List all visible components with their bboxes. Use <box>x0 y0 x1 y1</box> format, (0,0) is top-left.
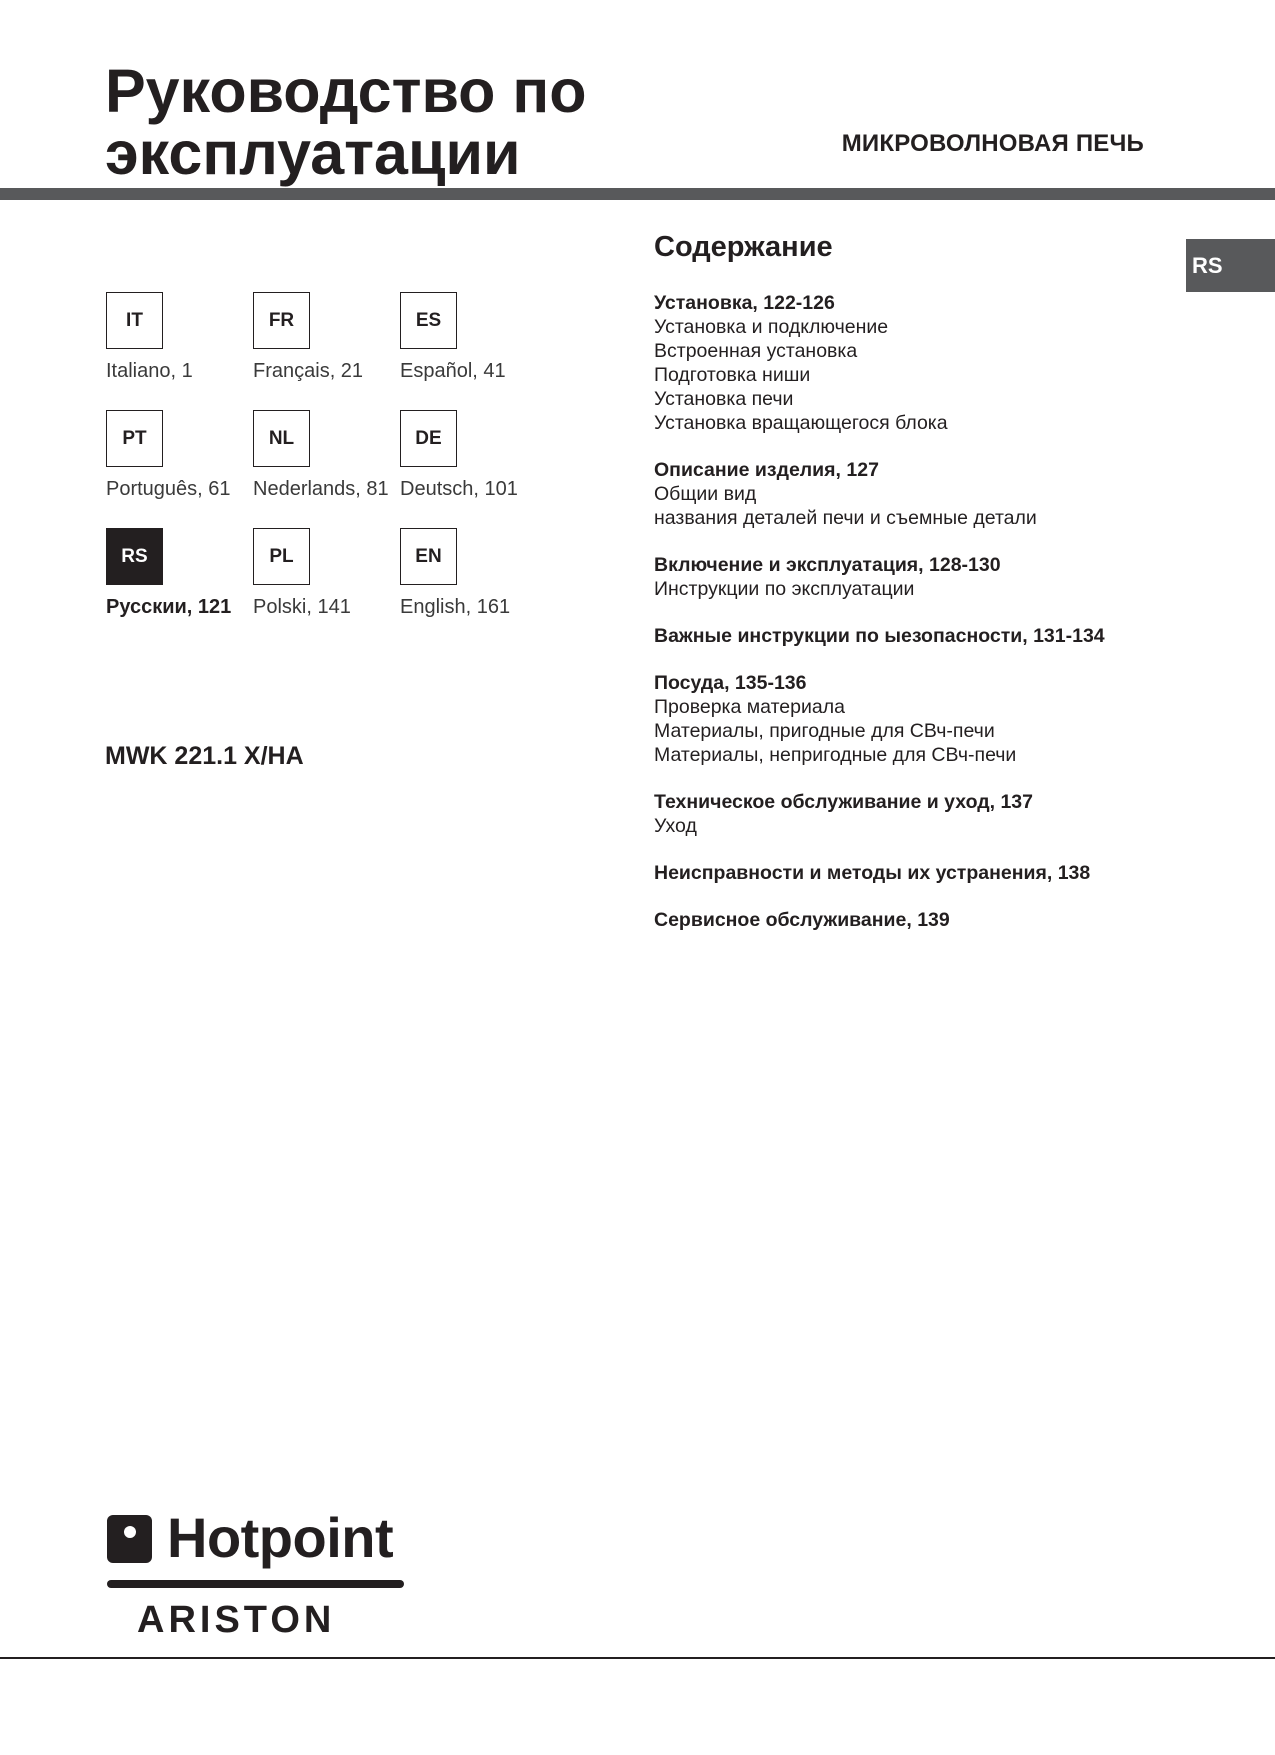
language-label: Italiano, 1 <box>106 360 193 382</box>
language-grid <box>106 292 626 632</box>
language-code: PT <box>106 410 163 467</box>
hotpoint-ariston-logo <box>107 1506 407 1641</box>
toc-item[interactable]: Уход <box>654 815 697 837</box>
language-label: Polski, 141 <box>253 596 351 618</box>
toc-item[interactable]: Проверка материала <box>654 696 845 718</box>
language-code: DE <box>400 410 457 467</box>
toc-section-title[interactable]: Важные инструкции по ыезопасности, 131-134 <box>654 625 1105 647</box>
toc-item[interactable]: Встроенная установка <box>654 340 858 362</box>
language-item-rs[interactable] <box>106 528 256 618</box>
language-code: IT <box>106 292 163 349</box>
logo-brand-name: Hotpoint <box>167 1506 394 1569</box>
language-code: RS <box>106 528 163 585</box>
toc-item[interactable]: Общии вид <box>654 483 757 505</box>
toc-section-title[interactable]: Установка, 122-126 <box>654 292 835 314</box>
page-title <box>105 57 587 187</box>
toc-section-title[interactable]: Посуда, 135-136 <box>654 672 807 694</box>
language-item-es[interactable] <box>400 292 550 382</box>
toc-item[interactable]: Установка вращающегося блока <box>654 412 948 434</box>
language-item-nl[interactable] <box>253 410 403 500</box>
toc-section-installation <box>654 291 1174 435</box>
toc-section-maintenance <box>654 790 1174 838</box>
language-item-pl[interactable] <box>253 528 403 618</box>
toc-item[interactable]: Материалы, пригодные для СВч-печи <box>654 720 995 742</box>
toc-item[interactable]: Установка печи <box>654 388 794 410</box>
language-label: Nederlands, 81 <box>253 478 389 500</box>
language-code: ES <box>400 292 457 349</box>
language-item-it[interactable] <box>106 292 256 382</box>
footer-divider <box>0 1657 1275 1659</box>
product-type: МИКРОВОЛНОВАЯ ПЕЧЬ <box>841 130 1144 157</box>
logo-bar <box>107 1580 404 1588</box>
title-line-2: эксплуатации <box>105 119 521 187</box>
logo-mark-icon <box>107 1515 152 1563</box>
language-label: Português, 61 <box>106 478 231 500</box>
toc-section-title[interactable]: Неисправности и методы их устранения, 138 <box>654 862 1091 884</box>
toc-section-operation <box>654 553 1174 601</box>
toc-section-troubleshooting <box>654 861 1174 885</box>
language-item-de[interactable] <box>400 410 550 500</box>
toc-section-service <box>654 908 1174 932</box>
logo-brand-subname: ARISTON <box>137 1599 336 1641</box>
toc-item[interactable]: названия деталей печи и съемные детали <box>654 507 1037 529</box>
toc-section-cookware <box>654 671 1174 767</box>
model-number: MWK 221.1 X/HA <box>105 742 304 770</box>
language-code: FR <box>253 292 310 349</box>
language-item-fr[interactable] <box>253 292 403 382</box>
language-item-pt[interactable] <box>106 410 256 500</box>
language-code: NL <box>253 410 310 467</box>
language-code: PL <box>253 528 310 585</box>
toc-item[interactable]: Инструкции по эксплуатации <box>654 578 915 600</box>
toc-section-title[interactable]: Сервисное обслуживание, 139 <box>654 909 950 931</box>
toc-item[interactable]: Подготовка ниши <box>654 364 811 386</box>
toc-section-title[interactable]: Описание изделия, 127 <box>654 459 879 481</box>
toc-item[interactable]: Материалы, непригодные для СВч-печи <box>654 744 1017 766</box>
toc-heading: Содержание <box>654 231 833 263</box>
language-label: Deutsch, 101 <box>400 478 518 500</box>
language-tab: RS <box>1186 239 1275 292</box>
title-line-1: Руководство по <box>105 57 587 125</box>
language-label: Русскии, 121 <box>106 596 232 618</box>
language-label: Français, 21 <box>253 360 364 382</box>
header-divider <box>0 188 1275 200</box>
toc-section-description <box>654 458 1174 530</box>
language-item-en[interactable] <box>400 528 550 618</box>
toc-section-safety <box>654 624 1174 648</box>
language-label: English, 161 <box>400 596 511 618</box>
toc-section-title[interactable]: Техническое обслуживание и уход, 137 <box>654 791 1033 813</box>
language-label: Español, 41 <box>400 360 506 382</box>
toc-section-title[interactable]: Включение и эксплуатация, 128-130 <box>654 554 1001 576</box>
language-code: EN <box>400 528 457 585</box>
table-of-contents <box>654 230 1174 955</box>
toc-item[interactable]: Установка и подключение <box>654 316 889 338</box>
